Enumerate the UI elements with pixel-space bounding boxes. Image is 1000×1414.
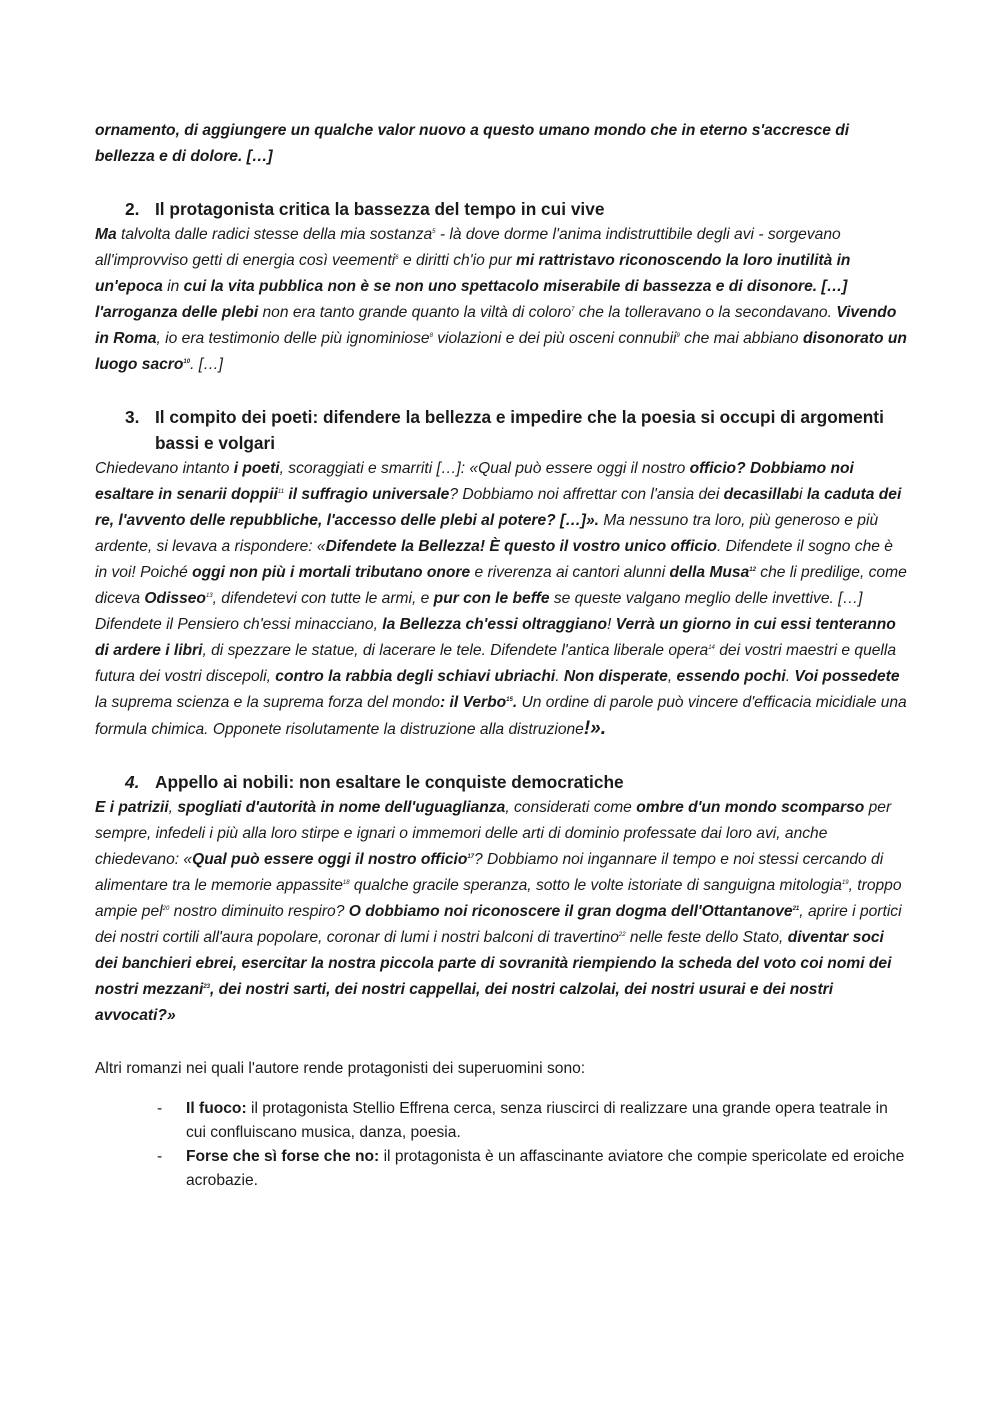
intro-paragraph: ornamento, di aggiungere un qualche valor nuovo a questo umano mondo che in eterno s'accresce di bellezza e di dolore. […] (95, 122, 850, 165)
footnote-ref: 19 (841, 879, 849, 886)
footnote-ref: 17 (467, 853, 475, 860)
footnote-ref: 10 (183, 358, 191, 365)
section-title: Il protagonista critica la bassezza del tempo in cui vive (155, 199, 605, 219)
footnote-ref: 21 (792, 905, 800, 912)
list-item: - Forse che sì forse che no: il protagonista è un affascinante aviatore che compie spericolate ed eroiche acrobazie. (95, 1145, 907, 1193)
dash-bullet: - (157, 1100, 163, 1117)
footnote-ref: 22 (618, 931, 626, 938)
section-4-paragraph: E i patrizii, spogliati d'autorità in nome dell'uguaglianza, considerati come ombre d'un mondo scomparso per sempre, infedeli i più alla loro stirpe e ignari o immemori delle arti di dominio professate dai loro avi, anche chiedevano: «Qual può essere oggi il nostro officio$^{17}$? Dobbiamo noi ingannare il tempo e noi stessi cercando di alimentare tra le memorie appassite$^{18}$ qualche gracile speranza, sotto le volte istoriate di sanguigna mitologia$^{19}$, troppo ampie pel$^{20}$ nostro diminuito respiro? O dobbiamo noi riconoscere il gran dogma dell'Ottantanove$^{21}$, aprire i portici dei nostri cortili all'aura popolare, coronar di lumi i nostri balconi di travertino$^{22}$ nelle feste dello Stato, diventar soci dei banchieri ebrei, esercitar la nostra piccola parte di sovranità riempiendo la scheda del voto coi nomi dei nostri mezzani$^{23}$, dei nostri sarti, dei nostri cappellai, dei nostri calzolai, dei nostri usurai e dei nostri avvocati?» (95, 799, 902, 1024)
footnote-ref: 12 (749, 566, 756, 573)
section-3-paragraph: Chiedevano intanto i poeti, scoraggiati e smarriti […]: «Qual può essere oggi il nostro officio? Dobbiamo noi esaltare in senarii doppii$^{11}$ il suffragio universale? Dobbiamo noi affrettar con l'ansia dei decasillabi la caduta dei re, l'avvento delle repubbliche, l'accesso delle plebi al potere? […]». Ma nessuno tra loro, più generoso e più ardente, si levava a rispondere: «Difendete la Bellezza! È questo il vostro unico officio. Difendete il sogno che è in voi! Poiché oggi non più i mortali tributano onore e riverenza ai cantori alunni della Musa$^{12}$ che li predilige, come diceva Odisseo$^{13}$, difendetevi con tutte le armi, e pur con le beffe se queste valgano meglio delle invettive. […] Difendete il Pensiero ch'essi minacciano, la Bellezza ch'essi oltraggiano! Verrà un giorno in cui essi tenteranno di ardere i libri, di spezzare le statue, di lacerare le tele. Difendete l'antica liberale opera$^{14}$ dei vostri maestri e quella futura dei vostri discepoli, contro la rabbia degli schiavi ubriachi. Non disperate, essendo pochi. Voi possedete la suprema scienza e la suprema forza del mondo: il Verbo$^{15}$. Un ordine di parole può vincere d'efficacia micidiale una formula chimica. Opponete risolutamente la distruzione alla distruzione!». (95, 460, 907, 739)
footnote-ref: 13 (205, 592, 213, 599)
section-number: 4. (125, 772, 140, 792)
footnote-ref: 23 (203, 983, 210, 990)
list-item: - Il fuoco: il protagonista Stellio Effrena cerca, senza riuscirci di realizzare una grande opera teatrale in cui confluiscano musica, danza, poesia. (95, 1097, 907, 1145)
footnote-ref: 5 (432, 228, 436, 235)
footnote-ref: 20 (162, 905, 170, 912)
dash-bullet: - (157, 1148, 163, 1165)
footnote-ref: 9 (676, 332, 680, 339)
section-title: Il compito dei poeti: difendere la bellezza e impedire che la poesia si occupi di argomenti bassi e volgari (155, 407, 884, 453)
section-2-paragraph: Ma talvolta dalle radici stesse della mia sostanza$^5$ - là dove dorme l'anima indistruttibile degli avi - sorgevano all'improvviso getti di energia così veementi$^6$ e diritti ch'io pur mi rattristavo riconoscendo la loro inutilità in un'epoca in cui la vita pubblica non è se non uno spettacolo miserabile di bassezza e di disonore. […] l'arroganza delle plebi non era tanto grande quanto la viltà di coloro$^7$ che la tolleravano o la secondavano. Vivendo in Roma, io era testimonio delle più ignominiose$^8$ violazioni e dei più osceni connubii$^9$ che mai abbiano disonorato un luogo sacro$^{10}$. […] (95, 226, 907, 373)
section-number: 2. (125, 199, 140, 219)
novel-list (95, 1097, 907, 1193)
footnote-ref: 14 (708, 644, 715, 651)
section-title: Appello ai nobili: non esaltare le conquiste democratiche (155, 772, 624, 792)
footnote-ref: 15 (506, 696, 513, 703)
document-page (95, 118, 907, 1193)
outro-intro: Altri romanzi nei quali l'autore rende protagonisti dei superuomini sono: (95, 1060, 586, 1077)
section-2-heading (95, 196, 907, 222)
section-4-heading (95, 769, 907, 795)
section-3-heading (95, 404, 907, 456)
section-number: 3. (125, 407, 140, 427)
footnote-ref: 8 (429, 332, 433, 339)
footnote-ref: 6 (395, 254, 399, 261)
footnote-ref: 11 (277, 488, 285, 495)
footnote-ref: 7 (571, 306, 575, 313)
footnote-ref: 18 (342, 879, 350, 886)
